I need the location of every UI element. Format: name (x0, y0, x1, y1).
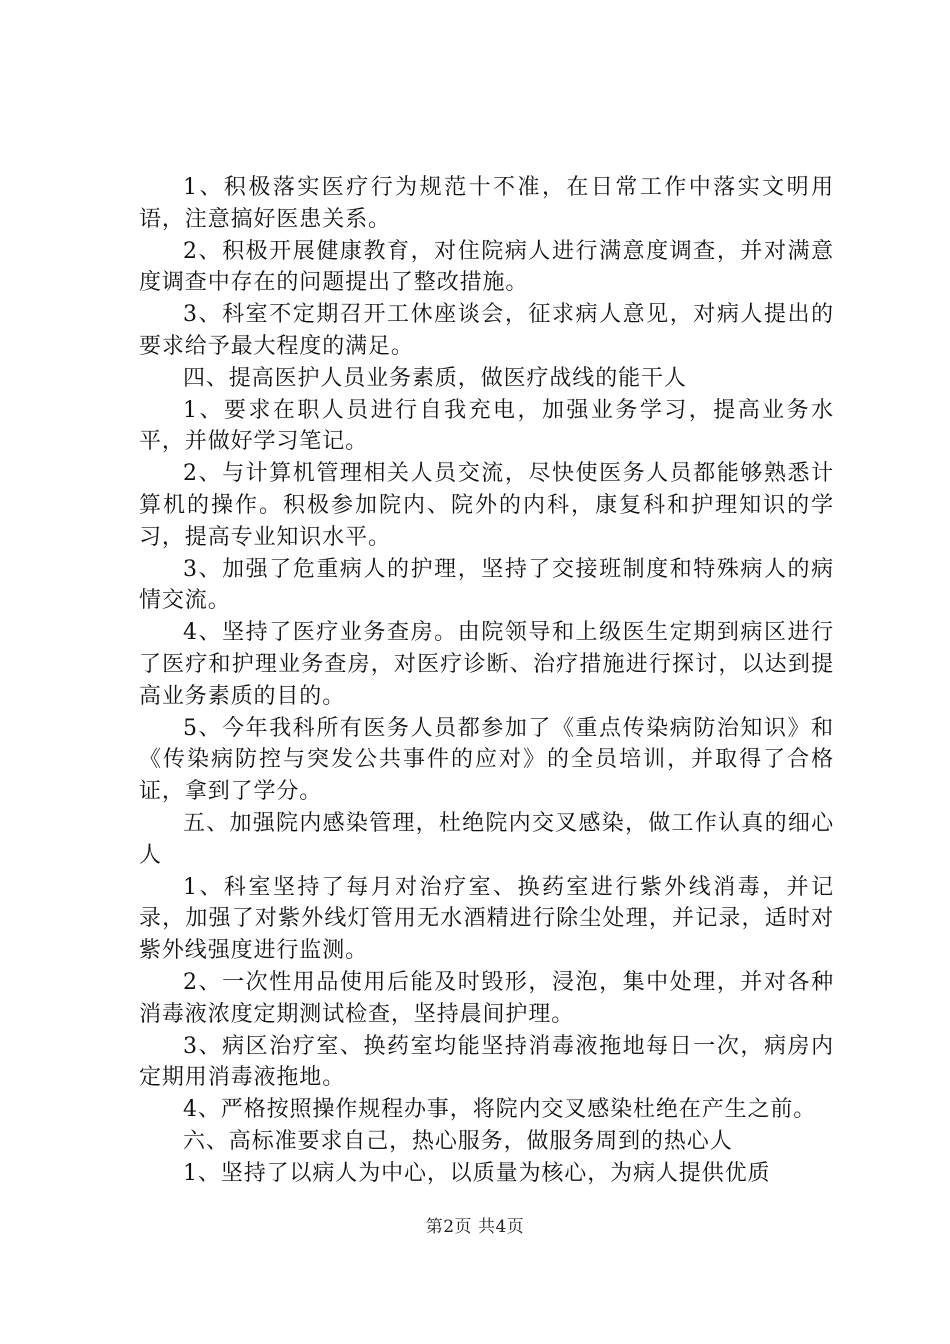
paragraph: 3、科室不定期召开工休座谈会，征求病人意见，对病人提出的要求给予最大程度的满足。 (139, 302, 834, 359)
document-body (139, 172, 834, 1190)
section-heading: 五、加强院内感染管理，杜绝院内交叉感染，做工作认真的细心人 (139, 810, 834, 868)
paragraph: 3、加强了危重病人的护理，坚持了交接班制度和特殊病人的病情交流。 (139, 556, 834, 614)
page-footer (0, 1212, 950, 1237)
paragraph: 2、一次性用品使用后能及时毁形，浸泡，集中处理，并对各种消毒液浓度定期测试检查，坚持晨间护理。 (139, 969, 834, 1027)
section-heading: 六、高标准要求自己，热心服务，做服务周到的热心人 (183, 1128, 733, 1154)
paragraph: 4、坚持了医疗业务查房。由院领导和上级医生定期到病区进行了医疗和护理业务查房，对医疗诊断、治疗措施进行探讨，以达到提高业务素质的目的。 (139, 620, 834, 709)
paragraph: 1、坚持了以病人为中心，以质量为核心，为病人提供优质 (183, 1160, 771, 1186)
paragraph: 5、今年我科所有医务人员都参加了《重点传染病防治知识》和《传染病防控与突发公共事件的应对》的全员培训，并取得了合格证，拿到了学分。 (139, 715, 834, 805)
section-heading: 四、提高医护人员业务素质，做医疗战线的能干人 (183, 365, 687, 391)
paragraph: 1、科室坚持了每月对治疗室、换药室进行紫外线消毒，并记录，加强了对紫外线灯管用无水酒精进行除尘处理，并记录，适时对紫外线强度进行监测。 (139, 874, 834, 964)
paragraph: 2、与计算机管理相关人员交流，尽快使医务人员都能够熟悉计算机的操作。积极参加院内、院外的内科，康复科和护理知识的学习，提高专业知识水平。 (139, 461, 834, 550)
paragraph: 2、积极开展健康教育，对住院病人进行满意度调查，并对满意度调查中存在的问题提出了整改措施。 (139, 238, 834, 296)
paragraph: 4、严格按照操作规程办事，将院内交叉感染杜绝在产生之前。 (183, 1097, 817, 1123)
paragraph: 1、积极落实医疗行为规范十不准，在日常工作中落实文明用语，注意搞好医患关系。 (139, 175, 834, 232)
paragraph: 3、病区治疗室、换药室均能坚持消毒液拖地每日一次，病房内定期用消毒液拖地。 (139, 1033, 834, 1091)
paragraph: 1、要求在职人员进行自我充电，加强业务学习，提高业务水平，并做好学习笔记。 (139, 397, 834, 455)
page-number: 第2页 共4页 (425, 1217, 525, 1237)
